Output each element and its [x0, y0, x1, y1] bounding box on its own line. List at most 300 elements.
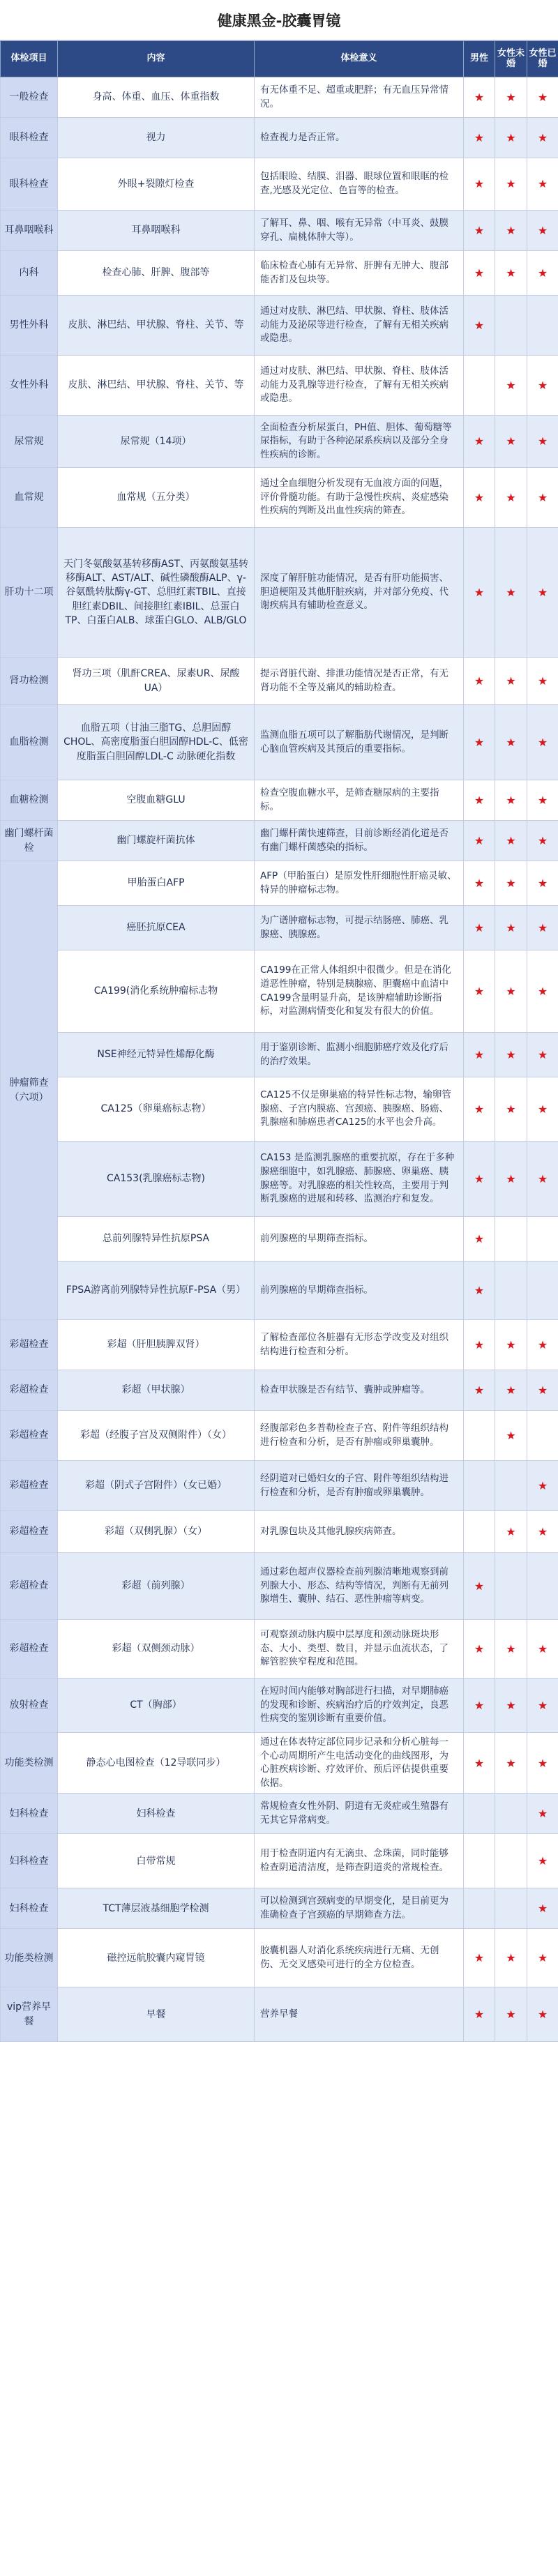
star-icon: ★ [506, 1172, 516, 1185]
mark-female-married [527, 1553, 558, 1620]
star-icon: ★ [474, 735, 485, 749]
mark-female-married [527, 705, 558, 780]
mark-female-married [527, 1929, 558, 1987]
row-category: 功能类检测 [1, 1733, 58, 1794]
star-icon: ★ [537, 1951, 548, 1965]
mark-female-unmarried [495, 1142, 527, 1217]
mark-female-married [527, 211, 558, 251]
mark-female-married [527, 296, 558, 356]
row-meaning: 检查甲状腺是否有结节、囊肿或肿瘤等。 [255, 1370, 464, 1411]
row-meaning: 全面检查分析尿蛋白，PH值、胆体、葡萄糖等尿指标，有助于各种泌尿系疾病以及部分全身性疾病的诊断。 [255, 416, 464, 468]
table-row [1, 1733, 558, 1794]
mark-female-unmarried [495, 251, 527, 296]
mark-female-unmarried [495, 1733, 527, 1794]
star-icon: ★ [537, 1807, 548, 1821]
star-icon: ★ [537, 266, 548, 280]
star-icon: ★ [537, 1524, 548, 1538]
row-category: 彩超检查 [1, 1461, 58, 1511]
row-content: 癌胚抗原CEA [58, 906, 255, 950]
star-icon: ★ [537, 793, 548, 807]
mark-male [464, 1511, 495, 1553]
mark-female-married [527, 1370, 558, 1411]
row-category: 眼科检查 [1, 118, 58, 158]
mark-male [464, 1461, 495, 1511]
mark-female-married [527, 1033, 558, 1077]
star-icon: ★ [537, 434, 548, 448]
table-row [1, 1320, 558, 1370]
row-meaning: 幽门螺杆菌快速筛查，目前诊断经消化道是否有幽门螺杆菌感染的指标。 [255, 821, 464, 861]
mark-female-married [527, 658, 558, 705]
mark-male [464, 1142, 495, 1217]
row-content: 耳鼻咽喉科 [58, 211, 255, 251]
star-icon: ★ [474, 2008, 485, 2022]
row-meaning: 深度了解肝脏功能情况，是否有肝功能损害、胆道梗阻及其他肝脏疾病，并对部分免疫、代谢疾病具有辅助检查意义。 [255, 528, 464, 658]
row-meaning: 了解检查部位各脏器有无形态学改变及对组织结构进行检查和分析。 [255, 1320, 464, 1370]
row-content: 空腹血糖GLU [58, 780, 255, 821]
star-icon: ★ [506, 266, 516, 280]
table-row [1, 705, 558, 780]
mark-male [464, 158, 495, 211]
table-row [1, 1370, 558, 1411]
mark-female-unmarried [495, 468, 527, 528]
mark-female-unmarried [495, 658, 527, 705]
header-content: 内容 [58, 41, 255, 77]
row-meaning: 通过在体表特定部位同步记录和分析心脏每一个心动周期所产生电活动变化的曲线图形，为心脏疾病诊断、疗效评价、预后评估提供重要依据。 [255, 1733, 464, 1794]
star-icon: ★ [506, 1642, 516, 1656]
table-row [1, 1077, 558, 1142]
mark-female-married [527, 251, 558, 296]
table-row [1, 118, 558, 158]
header-female-married: 女性已婚 [527, 41, 558, 77]
mark-female-married [527, 780, 558, 821]
row-meaning: 提示肾脏代谢、排泄功能情况是否正常，有无肾功能不全等及痛风的辅助检查。 [255, 658, 464, 705]
row-content: 天门冬氨酸氨基转移酶AST、丙氨酸氨基转移酶ALT、AST/ALT、碱性磷酸酶ALP、γ-谷氨酰转肽酶γ-GT、总胆红素TBIL、直接胆红素DBIL、间接胆红素IBIL、总蛋白TP、白蛋白ALB、球蛋白GLO、ALB/GLO [58, 528, 255, 658]
star-icon: ★ [537, 1172, 548, 1185]
mark-male [464, 1834, 495, 1888]
star-icon: ★ [537, 1756, 548, 1770]
mark-female-married [527, 1142, 558, 1217]
star-icon: ★ [537, 876, 548, 890]
row-category: 血糖检测 [1, 780, 58, 821]
mark-male [464, 658, 495, 705]
row-content: 身高、体重、血压、体重指数 [58, 77, 255, 118]
mark-female-married [527, 1077, 558, 1142]
star-icon: ★ [506, 1102, 516, 1116]
mark-male [464, 1320, 495, 1370]
mark-male [464, 118, 495, 158]
table-row [1, 468, 558, 528]
mark-female-married [527, 468, 558, 528]
star-icon: ★ [506, 793, 516, 807]
table-row [1, 356, 558, 416]
star-icon: ★ [474, 266, 485, 280]
page-title: 健康黑金-胶囊胃镜 [0, 0, 558, 40]
mark-female-unmarried [495, 1834, 527, 1888]
row-meaning: 通过彩色超声仪器检查前列腺清晰地观察到前列腺大小、形态、结构等情况，判断有无前列腺增生、囊肿、结石、恶性肿瘤等病变。 [255, 1553, 464, 1620]
mark-female-unmarried [495, 1794, 527, 1834]
mark-female-unmarried [495, 1987, 527, 2042]
row-content: 彩超（甲状腺） [58, 1370, 255, 1411]
mark-female-unmarried [495, 821, 527, 861]
row-meaning: 在短时间内能够对胸部进行扫描，对早期肺癌的发现和诊断、疾病治疗后的疗效判定，良恶性病变的鉴别诊断有重要价值。 [255, 1679, 464, 1733]
mark-female-married [527, 77, 558, 118]
table-row [1, 1679, 558, 1733]
row-meaning: 营养早餐 [255, 1987, 464, 2042]
mark-male [464, 821, 495, 861]
mark-female-unmarried [495, 705, 527, 780]
mark-female-unmarried [495, 1077, 527, 1142]
mark-male [464, 356, 495, 416]
mark-female-unmarried [495, 1262, 527, 1320]
star-icon: ★ [537, 130, 548, 144]
mark-female-unmarried [495, 356, 527, 416]
table-row [1, 1411, 558, 1461]
mark-male [464, 1033, 495, 1077]
star-icon: ★ [506, 90, 516, 104]
star-icon: ★ [506, 130, 516, 144]
row-category: 放射检查 [1, 1679, 58, 1733]
row-content: 总前列腺特异性抗原PSA [58, 1217, 255, 1262]
row-content: 磁控远航胶囊内窥胃镜 [58, 1929, 255, 1987]
row-category: 一般检查 [1, 77, 58, 118]
mark-female-unmarried [495, 296, 527, 356]
mark-male [464, 251, 495, 296]
row-category: 血脂检测 [1, 705, 58, 780]
row-category: 妇科检查 [1, 1834, 58, 1888]
row-content: 视力 [58, 118, 255, 158]
mark-male [464, 528, 495, 658]
row-meaning: 可以检测到宫颈病变的早期变化，是目前更为准确检查子宫颈癌的早期筛查方法。 [255, 1888, 464, 1929]
mark-male [464, 1679, 495, 1733]
mark-male [464, 1370, 495, 1411]
star-icon: ★ [537, 920, 548, 934]
row-category: 彩超检查 [1, 1620, 58, 1679]
table-row [1, 1033, 558, 1077]
mark-female-unmarried [495, 1620, 527, 1679]
row-content: FPSA游离前列腺特异性抗原F-PSA（男） [58, 1262, 255, 1320]
row-content: CT（胸部） [58, 1679, 255, 1733]
star-icon: ★ [537, 1102, 548, 1116]
mark-female-unmarried [495, 77, 527, 118]
star-icon: ★ [474, 434, 485, 448]
mark-male [464, 77, 495, 118]
row-content: TCT薄层液基细胞学检测 [58, 1888, 255, 1929]
row-category: 眼科检查 [1, 158, 58, 211]
row-meaning: 用于检查阴道内有无滴虫、念珠菌，同时能够检查阴道清洁度，是筛查阴道炎的常规检查。 [255, 1834, 464, 1888]
row-category: 耳鼻咽喉科 [1, 211, 58, 251]
star-icon: ★ [537, 674, 548, 688]
star-icon: ★ [537, 984, 548, 998]
mark-male [464, 1794, 495, 1834]
star-icon: ★ [506, 1951, 516, 1965]
star-icon: ★ [537, 1383, 548, 1397]
star-icon: ★ [537, 490, 548, 504]
mark-female-married [527, 1794, 558, 1834]
row-content: 静态心电图检查（12导联同步） [58, 1733, 255, 1794]
star-icon: ★ [506, 833, 516, 847]
star-icon: ★ [537, 1478, 548, 1492]
table-header-row [1, 41, 558, 77]
row-content: 尿常规（14项） [58, 416, 255, 468]
star-icon: ★ [474, 1579, 485, 1593]
star-icon: ★ [474, 793, 485, 807]
table-row [1, 211, 558, 251]
mark-female-unmarried [495, 950, 527, 1033]
star-icon: ★ [506, 434, 516, 448]
mark-male [464, 211, 495, 251]
table-row [1, 1888, 558, 1929]
star-icon: ★ [474, 90, 485, 104]
mark-female-married [527, 1262, 558, 1320]
star-icon: ★ [506, 223, 516, 237]
star-icon: ★ [474, 1172, 485, 1185]
mark-female-unmarried [495, 1929, 527, 1987]
star-icon: ★ [537, 177, 548, 191]
star-icon: ★ [506, 1524, 516, 1538]
star-icon: ★ [474, 1756, 485, 1770]
star-icon: ★ [506, 177, 516, 191]
row-content: CA125（卵巢癌标志物） [58, 1077, 255, 1142]
mark-female-married [527, 528, 558, 658]
table-row [1, 950, 558, 1033]
mark-female-unmarried [495, 1320, 527, 1370]
mark-female-unmarried [495, 1679, 527, 1733]
row-content: 甲胎蛋白AFP [58, 861, 255, 906]
mark-female-married [527, 1888, 558, 1929]
mark-male [464, 861, 495, 906]
row-content: 皮肤、淋巴结、甲状腺、脊柱、关节、等 [58, 296, 255, 356]
row-meaning: 有无体重不足、超重或肥胖；有无血压异常情况。 [255, 77, 464, 118]
row-content: 肾功三项（肌酐CREA、尿素UR、尿酸UA） [58, 658, 255, 705]
row-meaning: 对乳腺包块及其他乳腺疾病筛查。 [255, 1511, 464, 1553]
mark-female-unmarried [495, 1411, 527, 1461]
row-meaning: 检查视力是否正常。 [255, 118, 464, 158]
mark-male [464, 1217, 495, 1262]
star-icon: ★ [506, 2008, 516, 2022]
row-content: 妇科检查 [58, 1794, 255, 1834]
star-icon: ★ [537, 735, 548, 749]
table-row [1, 780, 558, 821]
mark-female-unmarried [495, 158, 527, 211]
mark-female-married [527, 1620, 558, 1679]
table-body [1, 77, 558, 2042]
mark-male [464, 705, 495, 780]
row-content: CA153(乳腺癌标志物) [58, 1142, 255, 1217]
row-content: 彩超（双侧乳腺）（女） [58, 1511, 255, 1553]
star-icon: ★ [506, 984, 516, 998]
row-content: 彩超（经腹子宫及双侧附件）（女） [58, 1411, 255, 1461]
row-meaning: 前列腺癌的早期筛查指标。 [255, 1217, 464, 1262]
row-content: CA199(消化系统肿瘤标志物 [58, 950, 255, 1033]
star-icon: ★ [537, 378, 548, 392]
star-icon: ★ [474, 1383, 485, 1397]
star-icon: ★ [474, 984, 485, 998]
row-content: 彩超（阴式子宫附件）（女已婚） [58, 1461, 255, 1511]
star-icon: ★ [506, 378, 516, 392]
mark-female-unmarried [495, 1370, 527, 1411]
table-row [1, 1217, 558, 1262]
star-icon: ★ [506, 1756, 516, 1770]
row-content: 幽门螺旋杆菌抗体 [58, 821, 255, 861]
star-icon: ★ [537, 1854, 548, 1868]
star-icon: ★ [537, 90, 548, 104]
header-category: 体检项目 [1, 41, 58, 77]
row-meaning: 通过对皮肤、淋巴结、甲状腺、脊柱、肢体活动能力及乳腺等进行检查，了解有无相关疾病或隐患。 [255, 356, 464, 416]
star-icon: ★ [506, 876, 516, 890]
table-row [1, 1620, 558, 1679]
star-icon: ★ [474, 920, 485, 934]
mark-female-married [527, 1679, 558, 1733]
table-row [1, 416, 558, 468]
mark-female-married [527, 1987, 558, 2042]
star-icon: ★ [537, 1642, 548, 1656]
table-row [1, 1511, 558, 1553]
row-meaning: CA125不仅是卵巢癌的特异性标志物，输卵管腺癌、子宫内膜癌、宫颈癌、胰腺癌、肠癌、乳腺癌和肺癌患者CA125的水平也会升高。 [255, 1077, 464, 1142]
star-icon: ★ [474, 318, 485, 332]
mark-female-married [527, 1733, 558, 1794]
star-icon: ★ [506, 1698, 516, 1712]
row-meaning: 胶囊机器人对消化系统疾病进行无痛、无创伤、无交叉感染可进行的全方位检查。 [255, 1929, 464, 1987]
table-row [1, 1987, 558, 2042]
row-content: 检查心肺、肝脾、腹部等 [58, 251, 255, 296]
mark-male [464, 1929, 495, 1987]
star-icon: ★ [506, 585, 516, 599]
mark-female-unmarried [495, 780, 527, 821]
star-icon: ★ [474, 177, 485, 191]
mark-female-married [527, 861, 558, 906]
row-content: 白带常规 [58, 1834, 255, 1888]
mark-female-unmarried [495, 861, 527, 906]
star-icon: ★ [537, 585, 548, 599]
table-row [1, 821, 558, 861]
row-meaning: 为广谱肿瘤标志物，可提示结肠癌、肺癌、乳腺癌、胰腺癌。 [255, 906, 464, 950]
row-category: 男性外科 [1, 296, 58, 356]
row-category: 内科 [1, 251, 58, 296]
mark-female-married [527, 356, 558, 416]
mark-male [464, 1262, 495, 1320]
row-content: NSE神经元特异性烯醇化酶 [58, 1033, 255, 1077]
table-row [1, 1461, 558, 1511]
row-meaning: 监测血脂五项可以了解脂肪代谢情况，是判断心脑血管疾病及其预后的重要指标。 [255, 705, 464, 780]
mark-male [464, 950, 495, 1033]
star-icon: ★ [506, 735, 516, 749]
mark-male [464, 1620, 495, 1679]
header-female-unmarried: 女性未婚 [495, 41, 527, 77]
star-icon: ★ [474, 1102, 485, 1116]
table-row [1, 906, 558, 950]
row-content: 彩超（前列腺） [58, 1553, 255, 1620]
mark-female-unmarried [495, 528, 527, 658]
star-icon: ★ [474, 585, 485, 599]
mark-female-unmarried [495, 1217, 527, 1262]
mark-female-married [527, 1320, 558, 1370]
table-row [1, 158, 558, 211]
row-category: 妇科检查 [1, 1794, 58, 1834]
mark-female-unmarried [495, 211, 527, 251]
table-row [1, 1262, 558, 1320]
checkup-table [0, 40, 558, 2042]
mark-female-married [527, 1411, 558, 1461]
star-icon: ★ [537, 2008, 548, 2022]
mark-male [464, 1987, 495, 2042]
row-category: 彩超检查 [1, 1370, 58, 1411]
row-category: 彩超检查 [1, 1411, 58, 1461]
mark-female-unmarried [495, 416, 527, 468]
row-content: 皮肤、淋巴结、甲状腺、脊柱、关节、等 [58, 356, 255, 416]
star-icon: ★ [474, 674, 485, 688]
row-category: 幽门螺杆菌检 [1, 821, 58, 861]
mark-male [464, 416, 495, 468]
star-icon: ★ [537, 1338, 548, 1351]
mark-male [464, 468, 495, 528]
mark-male [464, 1411, 495, 1461]
mark-female-unmarried [495, 1033, 527, 1077]
row-meaning: 经阴道对已婚妇女的子宫、附件等组织结构进行检查和分析，是否有肿瘤或卵巢囊肿。 [255, 1461, 464, 1511]
mark-male [464, 296, 495, 356]
star-icon: ★ [537, 223, 548, 237]
row-content: 早餐 [58, 1987, 255, 2042]
mark-female-unmarried [495, 118, 527, 158]
row-category: 妇科检查 [1, 1888, 58, 1929]
star-icon: ★ [537, 1902, 548, 1916]
row-category: 肝功十二项 [1, 528, 58, 658]
mark-male [464, 1888, 495, 1929]
table-row [1, 296, 558, 356]
category-tumor-screening: 肿瘤筛查 （六项） [1, 861, 58, 1320]
row-content: 外眼+裂隙灯检查 [58, 158, 255, 211]
star-icon: ★ [474, 490, 485, 504]
row-meaning: 检查空腹血糖水平，是筛查糖尿病的主要指标。 [255, 780, 464, 821]
mark-female-married [527, 416, 558, 468]
star-icon: ★ [474, 1642, 485, 1656]
star-icon: ★ [506, 674, 516, 688]
row-meaning: 常规检查女性外阴、阴道有无炎症或生殖器有无其它异常病变。 [255, 1794, 464, 1834]
mark-female-married [527, 158, 558, 211]
star-icon: ★ [474, 223, 485, 237]
mark-female-married [527, 821, 558, 861]
mark-male [464, 1553, 495, 1620]
mark-female-unmarried [495, 1511, 527, 1553]
row-meaning: 通过对皮肤、淋巴结、甲状腺、脊柱、肢体活动能力及泌尿等进行检查，了解有无相关疾病或隐患。 [255, 296, 464, 356]
star-icon: ★ [474, 1232, 485, 1245]
table-row [1, 658, 558, 705]
star-icon: ★ [506, 1047, 516, 1061]
row-category: 女性外科 [1, 356, 58, 416]
table-row [1, 1553, 558, 1620]
table-row [1, 77, 558, 118]
row-category: 功能类检测 [1, 1929, 58, 1987]
mark-female-unmarried [495, 906, 527, 950]
row-meaning: CA199在正常人体组织中很微少。但是在消化道恶性肿瘤，特别是胰腺癌、胆囊癌中血清中CA199含量明显升高，是该肿瘤辅助诊断指标，对监测病情变化和复发有很大的价值。 [255, 950, 464, 1033]
star-icon: ★ [474, 1698, 485, 1712]
row-meaning: 可观察颈动脉内膜中层厚度和颈动脉斑块形态、大小、类型、数目，并显示血流状态，了解管腔狭窄程度和范围。 [255, 1620, 464, 1679]
star-icon: ★ [537, 1698, 548, 1712]
table-row [1, 528, 558, 658]
row-category: 彩超检查 [1, 1511, 58, 1553]
star-icon: ★ [474, 1283, 485, 1297]
header-male: 男性 [464, 41, 495, 77]
row-meaning: 通过全血细胞分析发现有无血液方面的问题，评价骨髓功能。有助于急慢性疾病、炎症感染性疾病的判断及出血性疾病的筛查。 [255, 468, 464, 528]
table-row [1, 1142, 558, 1217]
star-icon: ★ [474, 1047, 485, 1061]
star-icon: ★ [506, 1383, 516, 1397]
mark-male [464, 1077, 495, 1142]
star-icon: ★ [474, 1951, 485, 1965]
mark-female-unmarried [495, 1553, 527, 1620]
row-content: 血脂五项（甘油三脂TG、总胆固醇CHOL、高密度脂蛋白胆固醇HDL-C、低密度脂蛋白胆固醇LDL-C 动脉硬化指数 [58, 705, 255, 780]
row-category: vip营养早餐 [1, 1987, 58, 2042]
star-icon: ★ [506, 1428, 516, 1442]
